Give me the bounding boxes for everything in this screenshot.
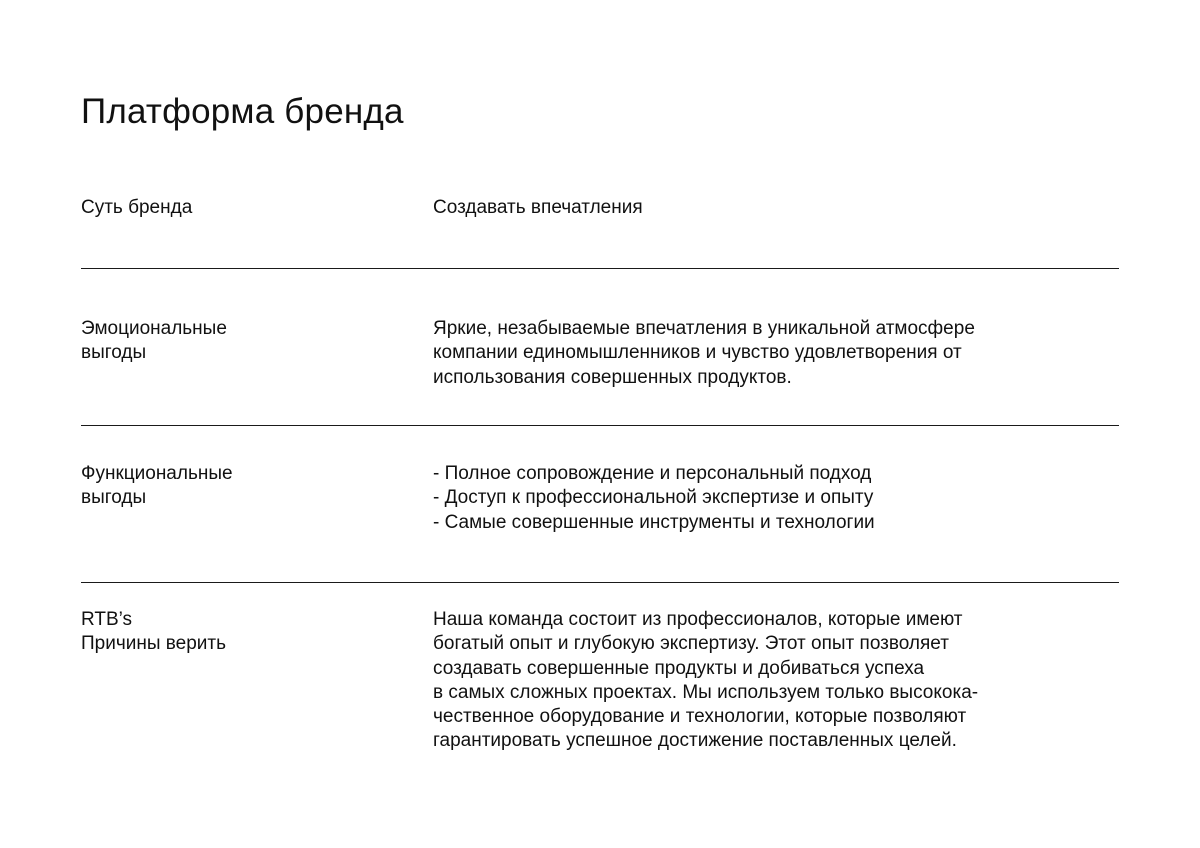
row-value-line: Наша команда состоит из профессионалов, которые имеют: [433, 609, 963, 630]
row-value-line: - Доступ к профессиональной экспертизе и опыту: [433, 487, 874, 509]
row-label-line: Суть бренда: [81, 197, 193, 218]
row-value-brand-essence: [433, 196, 643, 220]
row-label-line: Эмоциональные: [81, 318, 227, 339]
row-label-brand-essence: [81, 196, 192, 220]
divider: [81, 582, 1119, 583]
row-value-emotional-benefits: [433, 317, 975, 390]
row-label-line: Причины верить: [81, 633, 227, 655]
row-value-line: - Полное сопровождение и персональный подход: [433, 463, 872, 484]
row-label-reasons-to-believe: [81, 608, 226, 657]
row-value-line: гарантировать успешное достижение поставленных целей.: [433, 730, 957, 752]
row-value-line: Яркие, незабываемые впечатления в уникальной атмосфере: [433, 318, 975, 339]
row-value-line: компании единомышленников и чувство удовлетворения от: [433, 342, 962, 364]
row-value-line: использования совершенных продуктов.: [433, 366, 792, 388]
row-value-line: в самых сложных проектах. Мы используем только высокока-: [433, 681, 979, 703]
row-value-line: богатый опыт и глубокую экспертизу. Этот опыт позволяет: [433, 633, 949, 655]
row-value-line: Создавать впечатления: [433, 197, 643, 218]
row-value-line: создавать совершенные продукты и добиваться успеха: [433, 657, 925, 679]
row-value-line: - Самые совершенные инструменты и технологии: [433, 511, 875, 533]
row-label-line: RTB’s: [81, 609, 133, 630]
row-label-emotional-benefits: [81, 317, 227, 366]
row-label-functional-benefits: [81, 462, 233, 511]
row-label-line: выгоды: [81, 342, 147, 364]
row-label-line: Функциональные: [81, 463, 233, 484]
row-value-line: чественное оборудование и технологии, которые позволяют: [433, 706, 967, 728]
row-value-functional-benefits: [433, 462, 875, 535]
row-label-line: выгоды: [81, 487, 147, 509]
divider: [81, 268, 1119, 269]
page-title: Платформа бренда: [81, 92, 404, 131]
row-value-reasons-to-believe: [433, 608, 978, 754]
divider: [81, 425, 1119, 426]
